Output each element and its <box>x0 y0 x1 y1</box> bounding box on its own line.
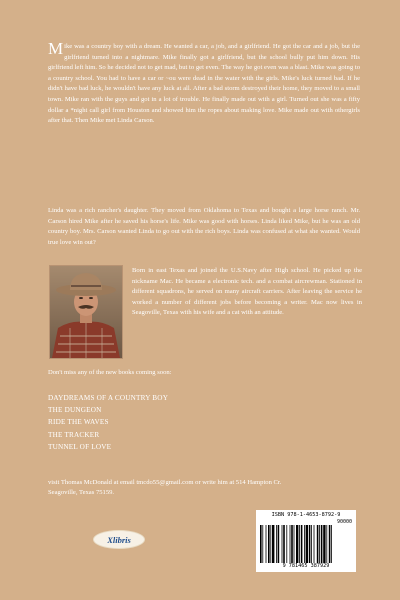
book-title: DAYDREAMS OF A COUNTRY BOY <box>48 394 169 402</box>
author-bio: Born in east Texas and joined the U.S.Navy after High school. He picked up the nickname Mac. He became a electronic tech. and a combat aircrewman. Stationed in different squadrons, he served on many aircraft carriers. After leaving the service he worked a number of different jobs before becoming a writer. Mac now lives in Seagoville, Texas with his wife and a cat with an attitude. <box>132 267 362 317</box>
upcoming-books-list <box>48 392 168 453</box>
barcode-bars <box>260 525 352 563</box>
synopsis-paragraph-1-text: ike was a country boy with a dream. He wanted a car, a job, and a girlfriend. He got the car and a job, but the girlfriend turned into a nightmare. Mike finally got a girlfriend, but the school bully put him down. His girlfriend left him. So he decided not to get mad, but to get even. The way he got even was a blast. Mike was going to a country school. You had to have a car or ~ou were dead in the water with the girls. Mike's luck turned bad. If he didn't have bad luck, he wouldn't have any luck at all. After a bad storm destroyed their home, they moved to a small town. Mike ran with the guys and got in a lot of trouble. He finally made out with a girl. Turned out she was a fifty dollar a *night call girl from Houston and showed him the ropes about making love. Mike made out with othergirls after that. Then Mike met Linda Carson. <box>48 43 360 125</box>
book-title: THE DUNGEON <box>48 406 102 415</box>
book-title: TUNNEL OF LOVE <box>48 442 112 451</box>
synopsis-paragraph-1 <box>48 39 360 127</box>
author-photo <box>49 265 123 359</box>
book-title: THE TRACKER <box>48 430 100 439</box>
book-title: RIDE THE WAVES <box>48 418 109 427</box>
price-code: 90000 <box>336 519 352 525</box>
isbn-barcode <box>256 510 356 572</box>
synopsis-paragraph-2: Linda was a rich rancher's daughter. They moved from Oklahoma to Texas and bought a large horse ranch. Mr. Carson hired Mike after he saved his horse's life. Mike was good with horses. Linda liked Mike, but he was an old country boy. Mrs. Carson wanted Linda to go out with the rich boys. Linda was confused at what she wanted. Would true love win out? <box>48 207 360 246</box>
contact-info: visit Thomas McDonald at email tmcdo55@gmail.com or write him at 514 Hampton Cr. Seagoville, Texas 75159. <box>48 479 282 497</box>
publisher-name: Xlibris <box>107 534 131 545</box>
drop-cap: M <box>48 39 64 58</box>
isbn-number: ISBN 978-1-4653-8792-9 <box>271 512 341 518</box>
ean-digits: 9 781465 387929 <box>282 563 330 569</box>
publisher-logo <box>94 531 144 548</box>
author-photo-image <box>50 266 122 358</box>
coming-soon-heading: Don't miss any of the new books coming soon: <box>48 369 172 376</box>
